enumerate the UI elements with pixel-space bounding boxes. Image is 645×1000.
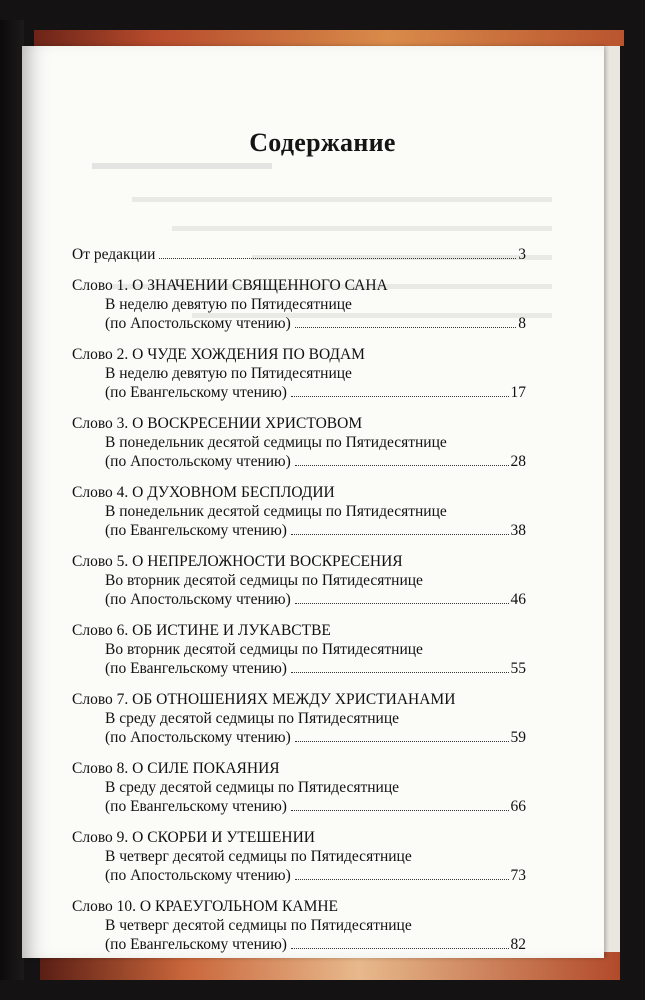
toc-entry[interactable] [72,483,526,540]
toc-entry-page: 28 [510,453,526,470]
toc-entry-reading: (по Апостольскому чтению) [105,591,291,608]
leader-dots [291,948,509,949]
toc-entry-page: 8 [518,315,526,332]
toc-entry-reading: (по Апостольскому чтению) [105,315,291,332]
toc-entry-reading-line [72,935,526,954]
toc-intro[interactable] [72,245,526,264]
toc-entry-page: 66 [510,798,526,815]
page-title: Содержание [249,128,396,157]
toc-entry-reading-line [72,383,526,402]
leader-dots [295,741,509,742]
toc-entry-reading: (по Евангельскому чтению) [105,384,287,401]
toc-entry-day: В неделю девятую по Пятидесятнице [105,296,352,313]
toc-entry[interactable] [72,690,526,747]
toc-entry-day: В среду десятой седмицы по Пятидесятнице [105,779,400,796]
toc-entry-day: В среду десятой седмицы по Пятидесятнице [105,710,400,727]
toc-entry-reading: (по Евангельскому чтению) [105,798,287,815]
toc-entry[interactable] [72,897,526,954]
toc-entry-title: Слово 3. О ВОСКРЕСЕНИИ ХРИСТОВОМ [72,415,363,432]
toc-entry[interactable] [72,345,526,402]
toc-entry-title: Слово 7. ОБ ОТНОШЕНИЯХ МЕЖДУ ХРИСТИАНАМИ [72,691,456,708]
toc-intro-page: 3 [518,246,526,263]
toc-entry-day: В понедельник десятой седмицы по Пятидесятнице [105,503,447,520]
toc-entry-reading-line [72,797,526,816]
toc-entry-day: Во вторник десятой седмицы по Пятидесятнице [105,641,423,658]
toc-entry-day: В неделю девятую по Пятидесятнице [105,365,352,382]
toc-entry-title: Слово 1. О ЗНАЧЕНИИ СВЯЩЕННОГО САНА [72,277,388,294]
toc-entry[interactable] [72,276,526,333]
toc-entry-page: 59 [510,729,526,746]
toc-entry-day: В понедельник десятой седмицы по Пятидесятнице [105,434,447,451]
toc-entry-title: Слово 6. ОБ ИСТИНЕ И ЛУКАВСТВЕ [72,622,331,639]
leader-dots [295,603,509,604]
toc-entry-page: 46 [510,591,526,608]
toc-entry[interactable] [72,621,526,678]
leader-dots [295,879,509,880]
toc-intro-label: От редакции [72,246,156,263]
toc-entry-day: В четверг десятой седмицы по Пятидесятнице [105,917,412,934]
leader-dots [291,396,509,397]
leader-dots [295,465,509,466]
leader-dots [291,534,509,535]
toc-entry-reading: (по Апостольскому чтению) [105,867,291,884]
leader-dots [291,810,509,811]
leader-dots [291,672,509,673]
toc-entry-title: Слово 4. О ДУХОВНОМ БЕСПЛОДИИ [72,484,335,501]
toc-entry[interactable] [72,828,526,885]
toc-entry[interactable] [72,414,526,471]
toc-entry-page: 55 [510,660,526,677]
toc-entry-reading-line [72,659,526,678]
toc-entry-page: 73 [510,867,526,884]
toc-entry-reading-line [72,521,526,540]
cover-edge-top [34,30,624,46]
toc-entry-day: Во вторник десятой седмицы по Пятидесятнице [105,572,423,589]
toc-entry-reading: (по Апостольскому чтению) [105,729,291,746]
toc-entry-page: 82 [510,936,526,953]
toc-entry-day: В четверг десятой седмицы по Пятидесятнице [105,848,412,865]
book-spine [0,20,24,980]
toc-entry-title: Слово 2. О ЧУДЕ ХОЖДЕНИЯ ПО ВОДАМ [72,346,365,363]
toc-entry-reading-line [72,314,526,333]
toc-entry-title: Слово 5. О НЕПРЕЛОЖНОСТИ ВОСКРЕСЕНИЯ [72,553,403,570]
toc-entry-title: Слово 10. О КРАЕУГОЛЬНОМ КАМНЕ [72,898,339,915]
toc-entry-reading-line [72,866,526,885]
leader-dots [159,258,516,259]
toc-entry[interactable] [72,759,526,816]
toc-entry-reading-line [72,728,526,747]
leader-dots [295,327,516,328]
toc-entry-reading: (по Евангельскому чтению) [105,660,287,677]
toc-entry[interactable] [72,552,526,609]
toc-entry-page: 38 [510,522,526,539]
toc-entry-reading: (по Евангельскому чтению) [105,936,287,953]
toc-entry-reading: (по Евангельскому чтению) [105,522,287,539]
toc-entry-title: Слово 8. О СИЛЕ ПОКАЯНИЯ [72,760,280,777]
toc-entry-reading-line [72,590,526,609]
toc-entry-title: Слово 9. О СКОРБИ И УТЕШЕНИИ [72,829,315,846]
table-of-contents [72,245,526,954]
toc-entry-reading: (по Апостольскому чтению) [105,453,291,470]
toc-entry-reading-line [72,452,526,471]
toc-entry-page: 17 [510,384,526,401]
